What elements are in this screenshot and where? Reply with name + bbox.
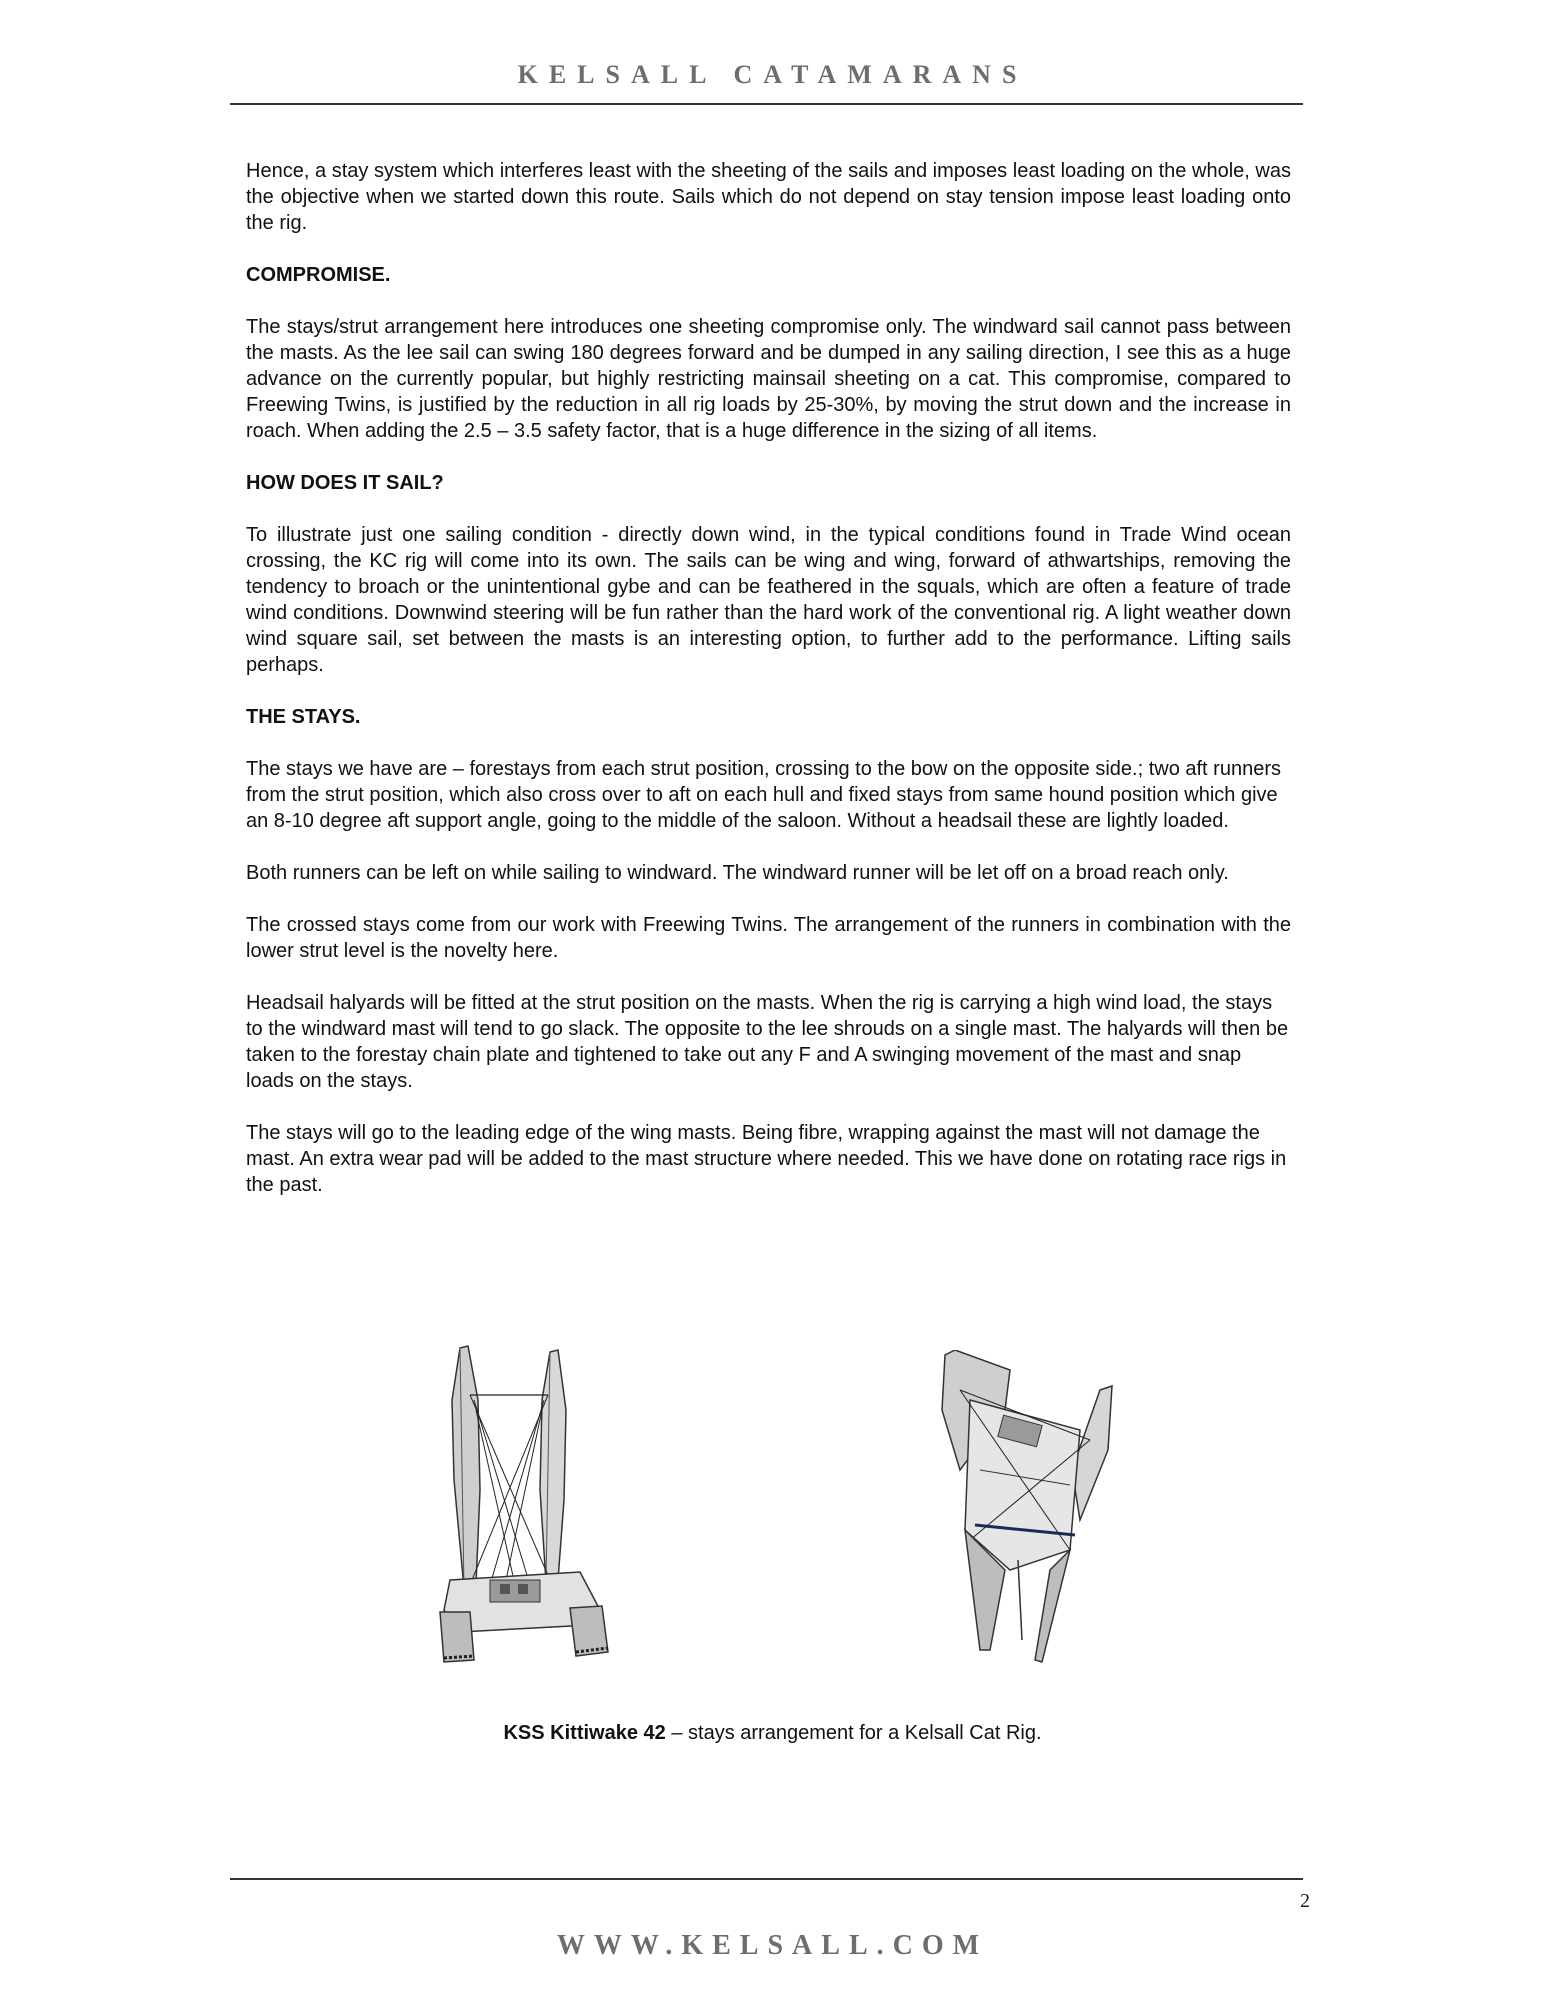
paragraph-headsail-halyards: Headsail halyards will be fitted at the strut position on the masts. When the rig is carrying a high wind load, the stays to the windward mast will tend to go slack. The opposite to the lee shrouds on a single mast. The halyards will then be taken to the forestay chain plate and tightened to take out any F and A swinging movement of the mast and snap loads on the stays. <box>246 992 1289 1092</box>
paragraph-runners: Both runners can be left on while sailing to windward. The windward runner will be let off on a broad reach only. <box>246 862 1229 884</box>
caption-description: – stays arrangement for a Kelsall Cat Rig. <box>665 1722 1042 1744</box>
figures-row <box>0 1340 1545 1680</box>
header-divider <box>230 103 1303 105</box>
heading-compromise: COMPROMISE. <box>246 264 391 286</box>
document-body <box>246 158 1291 1224</box>
paragraph-compromise: The stays/strut arrangement here introduces one sheeting compromise only. The windward sail cannot pass between the masts. As the lee sail can swing 180 degrees forward and be dumped in any sailing direction, I see this as a huge advance on the currently popular, but highly restricting mainsail sheeting on a cat. This compromise, compared to Freewing Twins, is justified by the reduction in all rig loads by 25-30%, by moving the strut down and the increase in roach. When adding the 2.5 – 3.5 safety factor, that is a huge difference in the sizing of all items. <box>246 316 1291 442</box>
heading-how-does-it-sail: HOW DOES IT SAIL? <box>246 472 444 494</box>
paragraph-leading-edge: The stays will go to the leading edge of the wing masts. Being fibre, wrapping against the mast will not damage the mast. An extra wear pad will be added to the mast structure where needed. This we have done on rotating race rigs in the past. <box>246 1122 1287 1196</box>
page-number: 2 <box>1300 1890 1310 1912</box>
caption-boat-name: KSS Kittiwake 42 <box>503 1722 666 1744</box>
paragraph-stays-list: The stays we have are – forestays from each strut position, crossing to the bow on the opposite side.; two aft runners from the strut position, which also cross over to aft on each hull and fixed stays from same hound position which give an 8-10 degree aft support angle, going to the middle of the saloon. Without a headsail these are lightly loaded. <box>246 758 1281 832</box>
catamaran-aerial-view-illustration <box>930 1350 1140 1670</box>
catamaran-front-view-illustration <box>430 1340 630 1670</box>
footer-website-url: WWW.KELSALL.COM <box>556 1930 989 1961</box>
figure-caption <box>0 1722 1545 1745</box>
paragraph-intro: Hence, a stay system which interferes least with the sheeting of the sails and imposes least loading on the whole, was the objective when we started down this route. Sails which do not depend on stay tension impose least loading onto the rig. <box>246 160 1291 234</box>
footer-divider <box>230 1878 1303 1880</box>
paragraph-how-does-it-sail: To illustrate just one sailing condition - directly down wind, in the typical conditions found in Trade Wind ocean crossing, the KC rig will come into its own. The sails can be wing and wing, forward of athwartships, removing the tendency to broach or the unintentional gybe and can be feathered in the squals, which are often a feature of trade wind conditions. Downwind steering will be fun rather than the hard work of the conventional rig. A light weather down wind square sail, set between the masts is an interesting option, to further add to the performance. Lifting sails perhaps. <box>246 524 1291 676</box>
header-title: KELSALL CATAMARANS <box>517 60 1028 89</box>
paragraph-crossed-stays: The crossed stays come from our work with Freewing Twins. The arrangement of the runners in combination with the lower strut level is the novelty here. <box>246 914 1291 962</box>
heading-the-stays: THE STAYS. <box>246 706 361 728</box>
